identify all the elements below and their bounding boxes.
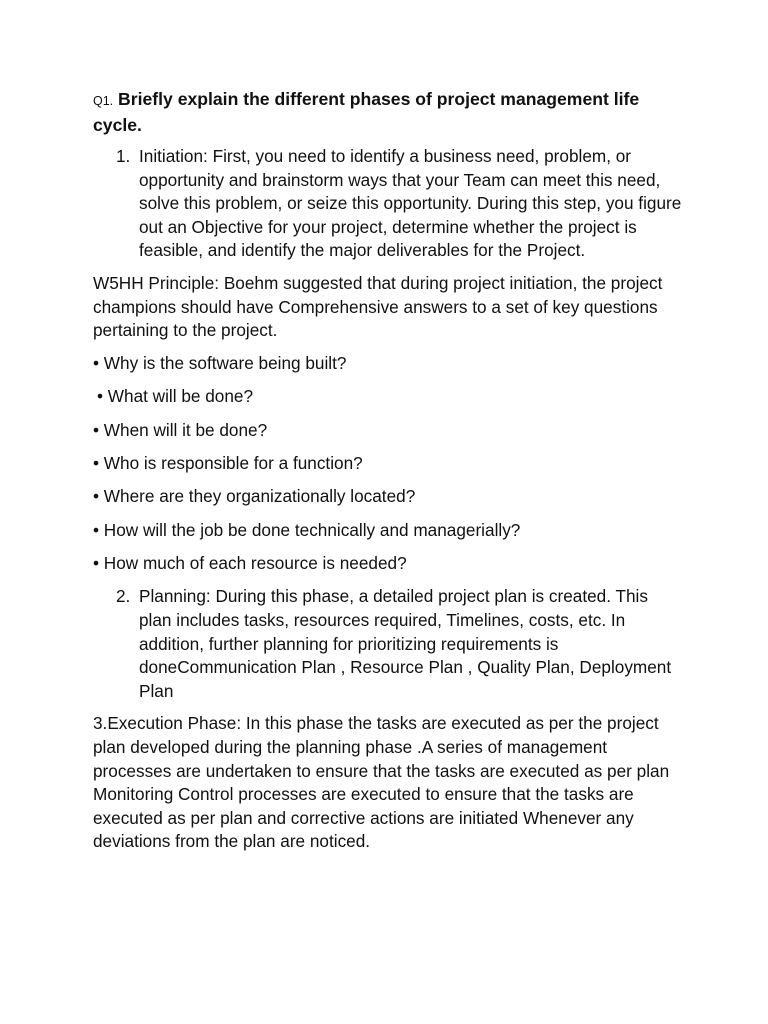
bullet-item: • What will be done?	[97, 386, 254, 407]
question-text: Briefly explain the different phases of project management life cycle.	[93, 89, 640, 135]
bullet-item: • How much of each resource is needed?	[93, 553, 407, 574]
list-item-number: 2.	[116, 586, 131, 607]
question-number: Q1.	[93, 94, 114, 108]
execution-paragraph: 3.Execution Phase: In this phase the tasks are executed as per the project plan developed during the planning phase .A series of management processes are undertaken to ensure that the tasks are executed as per plan Monitoring Control processes are executed to ensure that the tasks are executed as per plan and corrective actions are initiated Whenever any deviations from the plan are noticed.	[93, 713, 670, 852]
bullet-item: • When will it be done?	[93, 419, 268, 440]
w5hh-paragraph: W5HH Principle: Boehm suggested that during project initiation, the project champions should have Comprehensive answers to a set of key questions pertaining to the project.	[93, 272, 663, 341]
list-item-number: 1.	[116, 146, 131, 166]
bullet-item: • Who is responsible for a function?	[93, 452, 363, 473]
w5hh-question-list	[93, 352, 683, 576]
list-item-planning	[93, 585, 683, 703]
bullet-item: • Why is the software being built?	[93, 352, 347, 373]
list-item-text: Planning: During this phase, a detailed project plan is created. This plan includes tasks, resources required, Timelines, costs, etc. In addition, further planning for prioritizing requirements is doneCommunication Plan , Resource Plan , Quality Plan, Deployment Plan	[139, 586, 672, 701]
bullet-item: • How will the job be done technically and managerially?	[93, 519, 521, 540]
list-item-text: Initiation: First, you need to identify a business need, problem, or opportunity and brainstorm ways that your Team can meet this need, solve this problem, or seize this opportunity. During this step, you figure out an Objective for your project, determine whether the project is feasible, and identify the major deliverables for the Project.	[139, 146, 682, 261]
document-body	[93, 88, 683, 863]
bullet-item: • Where are they organizationally located?	[93, 486, 416, 507]
list-item-initiation	[93, 145, 683, 263]
question-heading	[93, 88, 683, 137]
